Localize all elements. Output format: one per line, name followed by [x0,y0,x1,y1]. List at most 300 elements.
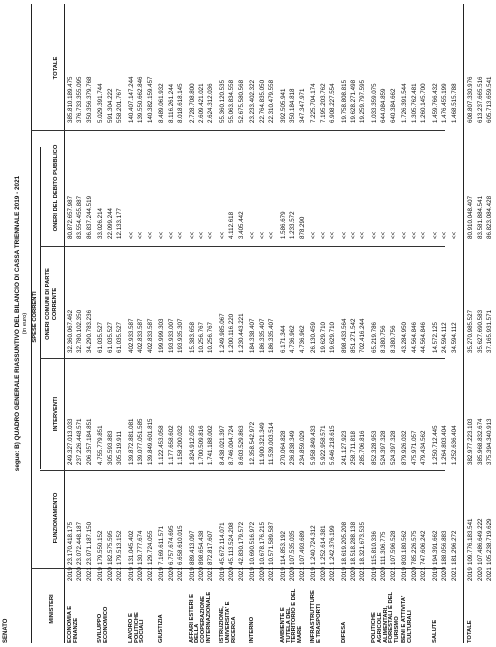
amount-cell: 4.755.779.851 [97,425,105,465]
amount-cell: 139.872.881.081 [127,418,135,465]
amount-cell: 107.493.689 [298,530,306,565]
year-cell: 2019 [371,567,378,581]
amount-cell: 114.853.192 [279,531,287,565]
amount-cell: 10.571.589.587 [268,521,276,565]
year-cell: 2020 [350,567,357,581]
amount-cell: << [431,231,439,239]
year-cell: 2020 [258,567,266,581]
ministry-name: DIFESA [340,621,347,643]
amount-cell: 6.908.227.554 [329,83,336,123]
ministry-name: INFRASTRUTTURE E TRASPORTI [310,590,322,643]
ministry-name: BENI E ATTIVITA' CULTURALI [401,595,414,643]
amount-cell: 179.513.152 [116,530,124,565]
year-cell: 2019 [219,567,226,581]
amount-cell: 1.249.985.067 [219,313,226,353]
amount-cell: << [371,231,378,239]
amount-cell: << [198,231,205,239]
amount-cell: 872.817.607 [207,530,215,565]
year-cell: 2019 [467,567,475,581]
amount-cell: 23.233.402.322 [249,79,257,123]
year-cell: 2019 [431,567,439,581]
amount-cell: 188.056.883 [441,530,449,565]
amount-cell: 35.270.985.527 [467,309,475,353]
amount-cell: 1.233.572 [289,211,297,239]
year-cell: 2020 [410,567,418,581]
amount-cell: 15.383.658 [188,322,196,353]
table-row [432,4,442,643]
amount-cell: 131.045.402 [127,530,135,565]
amount-cell: 479.434.562 [420,430,428,465]
amount-cell: 22.764.835.050 [258,79,266,123]
amount-cell: 37.165.931.571 [486,309,493,353]
column-header-interventi: INTERVENTI [53,396,59,432]
amount-cell: 852.328.953 [371,430,378,465]
amount-cell: 1.230.443.221 [237,313,245,353]
amount-cell: << [310,231,318,239]
amount-cell: 1.252.614.381 [319,525,327,565]
amount-cell: 34.290.783.236 [85,309,93,353]
amount-cell: 61.035.527 [116,322,124,353]
amount-cell: 111.306.775 [380,531,388,565]
amount-cell: 19.629.710 [319,322,327,353]
table-row [420,4,430,643]
amount-cell: 140.407.147.244 [127,76,135,123]
year-cell: 2020 [198,567,205,581]
amount-cell: 26.130.459 [310,322,318,353]
amount-cell: 86.837.244.519 [85,195,93,239]
amount-cell: 4.112.618 [228,211,236,239]
amount-cell: 129.724.055 [146,530,154,565]
year-cell: 2020 [167,567,175,581]
table-row [411,4,421,643]
amount-cell: 524.397.328 [389,430,397,465]
column-header-totale: TOTALE [53,56,59,80]
amount-cell: 4.736.962 [289,325,297,353]
amount-cell: << [441,231,449,239]
table-row [350,4,360,643]
amount-cell: 181.296.272 [450,530,458,565]
table-row [299,4,309,643]
amount-cell: 1.240.724.312 [310,525,318,565]
amount-cell: 5.029.391.744 [97,83,105,123]
amount-cell: 32.360.067.462 [67,309,74,353]
amount-cell: 558.201.767 [116,88,124,123]
amount-cell: << [329,231,336,239]
table-row [238,4,248,643]
year-cell: 2021 [146,567,154,581]
amount-cell: 10.678.176.215 [258,521,266,565]
amount-cell: << [359,231,367,239]
amount-cell: 45.113.524.208 [228,522,236,565]
amount-cell: 2.624.312.036 [207,83,215,123]
amount-cell: 184.338.407 [249,318,257,353]
amount-cell: 1.264.803.404 [441,425,449,465]
table-row [268,4,278,643]
amount-cell: 1.700.509.816 [198,425,205,465]
amount-cell: 193.933.007 [167,318,175,353]
ministry-name: LAVORO E POLITICHE SOCIALI [127,612,146,643]
amount-cell: 23.071.187.150 [85,521,93,565]
year-cell: 2020 [441,567,449,581]
amount-cell: 18.518.288.138 [350,521,357,565]
amount-cell: 524.397.328 [380,430,388,465]
amount-cell: 206.357.184.851 [85,418,93,465]
amount-cell: 851.271.542 [350,318,357,353]
amount-cell: 186.335.407 [268,318,276,353]
amount-cell: 608.807.330.976 [467,76,475,123]
amount-cell: 5.958.849.433 [310,425,318,465]
amount-cell: 23.170.418.175 [67,521,74,565]
year-cell: 2021 [85,567,93,581]
year-cell: 2021 [237,567,245,581]
amount-cell: 1.726.391.544 [401,83,409,123]
amount-cell: 305.519.911 [116,431,124,465]
amount-cell: 640.384.662 [389,88,397,123]
ministry-name: AMBIENTE E TUTELA DEL TERRITORIO E DEL MARE [279,588,304,643]
amount-cell: 8.116.261.244 [167,83,175,123]
amount-cell: << [219,231,226,239]
amount-cell: 258.711.818 [350,431,357,465]
year-cell: 2019 [340,567,348,581]
amount-cell: 105.238.719.629 [486,518,493,565]
ministry-name: TOTALE [467,620,474,643]
amount-cell: 52.675.580.568 [237,79,245,123]
amount-cell: 8.380.756 [380,325,388,353]
amount-cell: 19.758.808.815 [340,79,348,123]
table-row [289,4,299,643]
amount-cell: 8.603.529.863 [237,425,245,465]
amount-cell: 139.077.051.585 [137,418,145,465]
amount-cell: 1.177.658.602 [167,425,175,465]
amount-cell: 44.564.846 [420,322,428,353]
amount-cell: 1.305.762.481 [410,83,418,123]
amount-cell: 350.356.379.768 [85,76,93,123]
amount-cell: 10.256.767 [198,322,205,353]
amount-cell: 33.026.214 [97,208,105,239]
year-cell: 2020 [137,567,145,581]
amount-cell: 86.823.084.428 [486,195,493,239]
year-cell: 2021 [420,567,428,581]
table-row [86,4,96,643]
amount-cell: << [177,231,184,239]
year-cell: 2021 [177,567,184,581]
table-row [177,4,187,643]
amount-cell: 139.550.662.846 [137,76,145,123]
year-cell: 2020 [76,567,84,581]
table-row [116,4,126,643]
amount-cell: 22.099.244 [106,208,114,239]
year-cell: 2020 [476,567,484,581]
year-cell: 2021 [268,567,276,581]
amount-cell: << [258,231,266,239]
amount-cell: 7.225.704.174 [310,83,318,123]
amount-cell: 402.933.587 [127,318,135,353]
table-row [451,4,461,643]
amount-cell: 347.347.971 [298,88,306,123]
table-row [467,4,477,643]
amount-cell: 1.741.188.002 [207,425,215,465]
amount-cell: 115.810.336 [371,531,378,565]
table-row [198,4,208,643]
year-cell: 2021 [298,567,306,581]
table-row [137,4,147,643]
table-row [107,4,117,643]
amount-cell: 385.968.832.674 [476,418,484,465]
column-header-ministeri: MINISTERI [49,594,55,624]
amount-cell: 14.572.125 [431,322,439,353]
amount-cell: 376.733.355.095 [76,76,84,123]
header-bottom-rule [64,4,65,643]
table-row [67,4,77,643]
table-row [329,4,339,643]
amount-cell: 1.242.376.199 [329,525,336,565]
table-row [168,4,178,643]
amount-cell: 1.459.766.432 [431,83,439,123]
amount-cell: 785.226.575 [410,530,418,565]
amount-cell: << [249,231,257,239]
amount-cell: 803.180.562 [401,530,409,565]
amount-cell: 898.654.438 [198,530,205,565]
amount-cell: << [137,231,145,239]
amount-cell: 878.290 [298,216,306,239]
amount-cell: 43.284.950 [401,322,409,353]
year-cell: 2021 [329,567,336,581]
amount-cell: 140.382.159.457 [146,76,154,123]
amount-cell: 2.609.421.021 [198,83,205,123]
amount-cell: << [340,231,348,239]
year-cell: 2021 [116,567,124,581]
year-cell: 2020 [319,567,327,581]
amount-cell: 139.849.601.815 [146,418,154,465]
amount-cell: 2.728.708.800 [188,83,196,123]
year-cell: 2021 [207,567,215,581]
amount-cell: 350.184.818 [289,88,297,123]
amount-cell: 237.226.448.571 [76,418,84,465]
amount-cell: 644.084.859 [380,88,388,123]
amount-cell: 179.550.152 [97,530,105,565]
amount-cell: 35.627.690.583 [476,309,484,353]
amount-cell: 1.252.636.404 [450,425,458,465]
amount-cell: << [410,231,418,239]
amount-cell: 83.554.455.887 [76,195,84,239]
amount-cell: 1.468.515.788 [450,83,458,123]
amount-cell: 8.380.756 [389,325,397,353]
amount-cell: 10.690.516.972 [249,521,257,565]
amount-cell: 3.405.442 [237,211,245,239]
amount-cell: 32.780.102.350 [76,309,84,353]
amount-cell: 1.200.116.220 [228,313,236,353]
ministry-name: INTERNO [249,616,256,643]
amount-cell: 1.260.145.700 [420,83,428,123]
ministry-name: SALUTE [431,619,438,643]
amount-cell: 475.971.057 [410,430,418,465]
year-cell: 2019 [158,567,166,581]
amount-cell: 382.977.223.103 [467,418,475,465]
amount-cell: 8.018.618.145 [177,83,184,123]
amount-cell: 1.250.712.445 [431,425,439,465]
spese-correnti-header: SPESE CORRENTI [32,291,38,343]
ministry-name: AFFARI ESTERI E DELLA COOPERAZIONE INTERNAZIONALE [188,591,212,643]
amount-cell: 6.171.344 [279,325,287,353]
year-cell: 2020 [106,567,114,581]
amount-cell: 109.776.183.541 [467,518,475,565]
amount-cell: 234.859.029 [298,430,306,465]
amount-cell: 1.476.455.199 [441,83,449,123]
amount-cell: 747.606.242 [420,530,428,565]
amount-cell: 591.304.222 [106,88,114,123]
amount-cell: 23.072.448.187 [76,521,84,565]
amount-cell: 8.746.004.724 [228,425,236,465]
amount-cell: 8.438.021.397 [219,425,226,465]
spese-correnti-rule [40,147,41,469]
amount-cell: << [420,231,428,239]
year-cell: 2020 [228,567,236,581]
amount-cell: 10.256.767 [207,322,215,353]
amount-cell: << [389,231,397,239]
year-cell: 2021 [450,567,458,581]
amount-cell: 7.169.611.571 [158,525,166,565]
amount-cell: << [319,231,327,239]
year-cell: 2019 [401,567,409,581]
amount-cell: 34.594.112 [450,322,458,353]
amount-cell: 889.413.097 [188,530,196,565]
document-title: segue: B) QUADRO GENERALE RIASSUNTIVO DEL BILANCIO DI CASSA TRIENNALE 2019 - 2021 [14,175,21,472]
year-cell: 2021 [389,567,397,581]
amount-cell: 605.713.659.541 [486,76,493,123]
table-row [359,4,369,643]
amount-cell: << [188,231,196,239]
totale-rule [463,4,464,643]
amount-cell: 12.133.177 [116,208,124,239]
amount-cell: 898.433.564 [340,318,348,353]
amount-cell: << [167,231,175,239]
amount-cell: 385.810.189.475 [67,76,74,123]
amount-cell: 5.922.958.571 [319,425,327,465]
amount-cell: 55.360.120.535 [219,79,226,123]
amount-cell: 305.593.883 [106,430,114,465]
amount-cell: 182.575.595 [106,530,114,565]
table-row [310,4,320,643]
year-cell: 2019 [188,567,196,581]
amount-cell: << [450,231,458,239]
year-cell: 2021 [359,567,367,581]
table-row [76,4,86,643]
amount-cell: 12.358.542.972 [249,421,257,465]
amount-cell: << [401,231,409,239]
amount-cell: 392.505.941 [279,88,287,123]
amount-cell: 11.539.003.514 [268,422,276,465]
column-header-oneri-debito: ONERI DEL DEBITO PUBBLICO [53,144,59,232]
amount-cell: 1.158.200.032 [177,425,184,465]
column-header-funzionamento: FUNZIONAMENTO [53,492,59,544]
table-row [320,4,330,643]
amount-cell: 702.416.244 [359,318,367,353]
amount-cell: 375.394.340.913 [486,418,493,465]
amount-cell: 107.486.649.222 [476,518,484,565]
amount-cell: 11.900.321.349 [258,422,266,465]
amount-cell: 65.219.786 [371,322,378,353]
year-cell: 2020 [380,567,388,581]
table-row [380,4,390,643]
year-cell: 2019 [97,567,105,581]
table-row [147,4,157,643]
amount-cell: 6.757.674.695 [167,525,175,565]
amount-cell: 80.872.657.987 [67,195,74,239]
table-row [441,4,451,643]
amount-cell: 44.564.846 [410,322,418,353]
amount-cell: 6.658.610.015 [177,525,184,565]
amount-cell: 107.535.035 [289,530,297,565]
amount-cell: 130.777.674 [137,530,145,565]
amount-cell: 42.830.179.572 [237,521,245,565]
amount-cell: 186.335.407 [258,318,266,353]
year-cell: 2019 [249,567,257,581]
amount-cell: 1.122.453.058 [158,425,166,465]
ministry-name: POLITICHE AGRICOLE ALIMENTARI, FORESTALI E DEL TURISMO [371,592,401,643]
table-row [477,4,487,643]
amount-cell: 24.594.112 [441,322,449,353]
amount-cell: 270.064.828 [279,430,287,465]
amount-cell: << [127,231,135,239]
ministry-name: GIUSTIZIA [158,614,165,643]
amount-cell: 55.063.834.558 [228,79,236,123]
amount-cell: << [158,231,166,239]
ministry-name: ISTRUZIONE, UNIVERSITA' E RICERCA [219,601,237,643]
year-cell: 2019 [310,567,318,581]
ministry-name: ECONOMIA E FINANZE [67,605,79,643]
amount-cell: 19.628.271.498 [350,79,357,123]
year-cell: 2020 [289,567,297,581]
amount-cell: 18.321.673.535 [359,521,367,565]
amount-cell: 22.310.479.558 [268,79,276,123]
year-cell: 2021 [486,567,493,581]
amount-cell: 249.327.013.033 [67,418,74,465]
column-header-oneri-comuni: ONERI COMUNI DI PARTE CORRENTE [45,268,59,340]
amount-cell: 1.824.912.055 [188,425,196,465]
amount-cell: 8.489.061.932 [158,83,166,123]
amount-cell: 1.586.679 [279,211,287,239]
amount-cell: << [268,231,276,239]
amount-cell: 18.619.205.208 [340,521,348,565]
year-cell: 2019 [67,567,74,581]
amount-cell: 241.127.923 [340,430,348,465]
year-cell: 2019 [127,567,135,581]
amount-cell: 402.833.587 [137,318,145,353]
amount-cell: 879.926.032 [401,430,409,465]
table-row [259,4,269,643]
amount-cell: << [207,231,215,239]
amount-cell: 402.833.587 [146,318,154,353]
document-subtitle: (in euro) [22,312,28,335]
amount-cell: 45.672.114.071 [219,522,226,565]
amount-cell: 4.736.962 [298,325,306,353]
amount-cell: 7.195.203.762 [319,83,327,123]
table-row [341,4,351,643]
amount-cell: 61.035.527 [97,322,105,353]
table-row [249,4,259,643]
amount-cell: << [350,231,357,239]
table-row [207,4,217,643]
amount-cell: 193.935.307 [177,318,184,353]
amount-cell: 107.596.528 [389,530,397,565]
amount-cell: 19.259.797.595 [359,79,367,123]
page-corner-label: SENATO [3,618,9,643]
table-row [390,4,400,643]
amount-cell: 199.999.303 [158,318,166,353]
amount-cell: << [146,231,154,239]
table-row [228,4,238,643]
amount-cell: 5.646.218.615 [329,425,336,465]
